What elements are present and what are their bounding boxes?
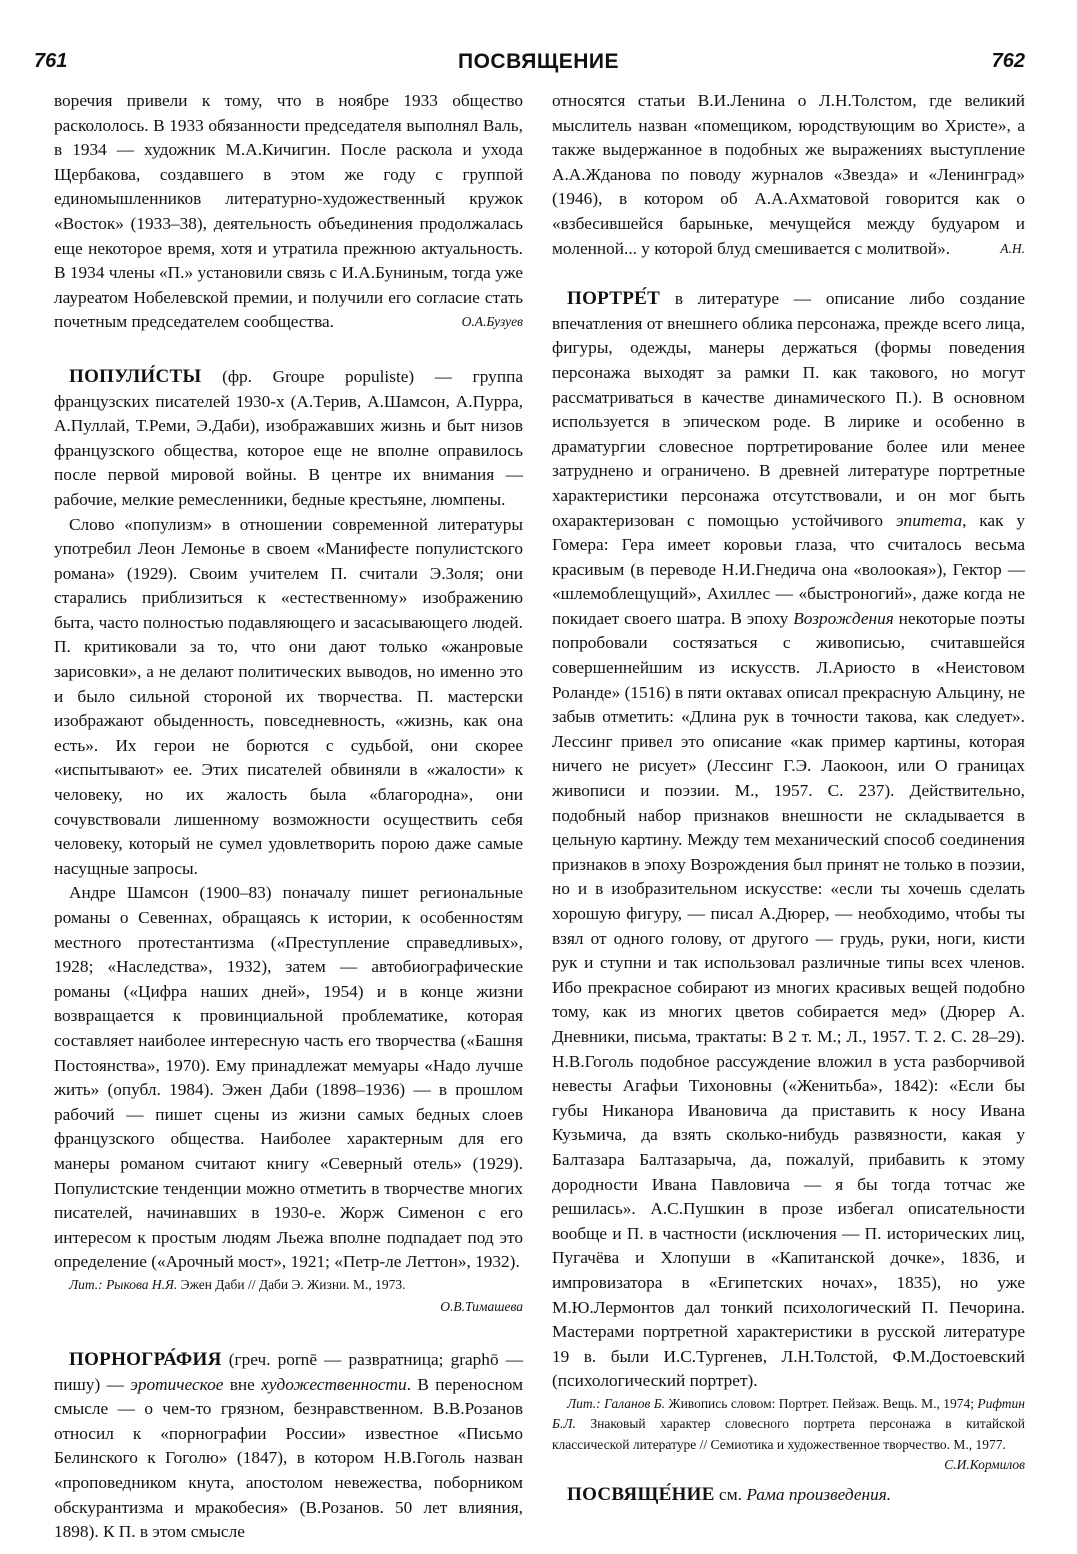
literature-text: Знаковый характер словесного портрета персонажа в китайской классической литературе // Семиотика и художественное творчество. М., 1977. bbox=[552, 1416, 1025, 1452]
cross-reference[interactable]: эпитета bbox=[895, 510, 963, 530]
see-label: см. bbox=[714, 1485, 747, 1505]
cross-reference[interactable]: эротическое bbox=[130, 1374, 224, 1394]
paragraph: Слово «популизм» в отношении современной литературы употребил Леон Лемонье в своем «Манифесте популистского романа» (1929). Своим учителем П. считали Э.Золя; они старались приблизиться к «естественному» изображению быта, часто полностью подавляющего и засасывающего людей. П. критиковали за то, что они дают только «жанровые зарисовки», а не делают политических выводов, но именно это и было сильной стороной их творчества. П. мастерски изображают обыденность, повседневность, «жизнь, как она есть». Их герои не борются с судьбой, они скорее «испытывают» ее. Этих писателей обвиняли в «жалости» к человеку, но их жалость была «благородна», они сочувствовали лишенному возможности осуществить себя человеку, который не сумел удовлетворить порою даже самые насущные запросы. bbox=[54, 514, 523, 878]
entry-pornography bbox=[54, 1348, 523, 1545]
paragraph-text: некоторые поэты попробовали состязаться с живописью, считавшейся совершеннейшим из искусств. Л.Ариосто в «Неистовом Роланде» (1516) в пяти октавах описал прекрасную Альцину, не забыв отметить: «Длина рук в точности такова, как следует». Лессинг привел это описание «как пример картины, которая ничего не рисует» (Лессинг Г.Э. Лаокоон, или О границах живописи и поэзии. М., 1957. С. 237). Действительно, подобный набор признаков внешности не складывается в цельную картину. Между тем механический способ соединения признаков в эпоху Возрождения был принят не только в поэзии, но и в изобразительном искусстве: «если ты хочешь сделать хорошую фигуру, — писал А.Дюрер, — необходимо, чтобы ты взял от одного голову, от другого — грудь, руки, ноги, кисти рук и ступни и так использовал различные типы всех членов. Ибо прекрасное собирают из многих красивых вещей подобно тому, как из многих цветов собирается мед» (Дюрер А. Дневники, письма, трактаты: В 2 т. М.; Л., 1957. Т. 2. С. 28–29). Н.В.Гоголь подобное рассуждение вложил в уста разборчивой невесты Агафьи Тихоновны («Женитьба», 1842): «Если бы губы Никанора Ивановича да приставить к носу Ивана Кузьмича, да взять сколько-нибудь развязности, какая у Балтазара Балтазарыча, да, пожалуй, прибавить к этому дородности Ивана Павловича — я бы тогда тотчас же решилась». А.С.Пушкин в прозе избегал описательности вообще и П. в частности (исключения — П. исторических лиц, Пугачёва и Хлопуши в «Капитанской дочке», 1836, и импровизатора в «Египетских ночах», 1835), но уже М.Ю.Лермонтов дал тонкий психологический П. Печорина. Мастерами портретной характеристики в русской литературе 19 в. были И.С.Тургенев, Л.Н.Толстой, Ф.М.Достоевский (психологический портрет). bbox=[552, 608, 1025, 1391]
literature-text: Эжен Даби // Даби Э. Жизни. М., 1973. bbox=[177, 1276, 406, 1292]
paragraph-text: воречия привели к тому, что в ноябре 1933 общество раскололось. В 1933 обязанности председателя выполнял Валь, в 1934 — художник М.А.Кичигин. После раскола и ухода Щербакова, создавшего в этом же году с группой единомышленников литературно-художественный кружок «Восток» (1933–38), деятельность объединения продолжалась еще некоторое время, хотя и утратила прежнюю актуальность. В 1934 члены «П.» установили связь с И.А.Буниным, тогда уже лауреатом Нобелевской премии, и получили его согласие стать почетным председателем сообщества. bbox=[54, 91, 523, 332]
literature-note bbox=[54, 1275, 523, 1296]
entry-headword: ПОСВЯЩЕ́НИЕ bbox=[567, 1484, 715, 1506]
literature-note bbox=[552, 1394, 1026, 1473]
paragraph-text: в литературе — описание либо создание впечатления от внешнего облика персонажа, прежде всего лица, фигуры, одежды, манеры держаться (формы поведения персонажа выходят за рамки П. как такового, но могут рассматриваться в качестве динамического П.). В основном используется в эпическом роде. В лирике и особенно в драматургии словесное портретирование более или менее затруднено и ограничено. В древней литературе портретные характеристики персонажа отсутствовали, и он мог быть охарактеризован с помощью устойчивого bbox=[552, 289, 1025, 530]
entry-portrait bbox=[552, 287, 1026, 1473]
paragraph-text: вне bbox=[223, 1374, 262, 1394]
page-number-left: 761 bbox=[34, 50, 68, 72]
paragraph-text: (фр. Groupe populiste) — группа французских писателей 1930-х (А.Терив, А.Шамсон, А.Пурра, А.Пуллай, Т.Реми, Э.Даби), изображавших жизнь и быт низов французского общества, которое еще не вполне оправилось после первой мировой войны. В центре их внимания — рабочие, мелкие ремесленники, бедные крестьяне, люмпены. bbox=[54, 366, 523, 509]
literature-label: Лит.: bbox=[567, 1395, 601, 1411]
entry-headword: ПОРНОГРА́ФИЯ bbox=[69, 1349, 222, 1370]
author-signature: А.Н. bbox=[1000, 240, 1025, 256]
paragraph: Андре Шамсон (1900–83) поначалу пишет региональные романы о Севеннах, обращаясь к истории, к особенностям местного протестантизма («Преступление справедливых», 1928; «Наследства», 1932), затем — автобиографические романы («Цифра наших дней», 1954) и в конце жизни возвращается к провинциальной проблематике, которая составляет наиболее интересную часть его творчества («Башня Постоянства», 1970). Ему принадлежат мемуары «Надо лучше жить» (опубл. 1984). Эжен Даби (1898–1936) — в прошлом рабочий — пишет сцены из жизни самых бедных слоев французского общества. Наиболее характерным для его манеры романом считают книгу «Северный отель» (1929). Популистские тенденции можно отметить в творчестве многих писателей, начинавших в 1930-е. Жорж Сименон с его интересом к простым людям Льежа вполне подпадает под это определение («Арочный мост», 1921; «Петр-ле Леттон», 1932). bbox=[54, 883, 523, 1272]
continued-paragraph bbox=[54, 89, 523, 335]
author-signature: О.В.Тимашева bbox=[440, 1299, 523, 1315]
continued-paragraph bbox=[552, 89, 1025, 261]
paragraph-text: . В переносном смысле — о чем-то грязном, безнравственном. В.В.Розанов относил к «порнографии России» известное «Письмо Белинского к Гоголю» (1847), в котором Н.В.Гоголь назван «проповедником кнута, апостолом невежества, поборником обскурантизма и мракобесия» (В.Розанов. 50 лет влияния, 1898). К П. в этом смысле bbox=[54, 1374, 524, 1542]
literature-author: Галанов Б. bbox=[604, 1395, 666, 1411]
literature-text: Живопись словом: Портрет. Пейзаж. Вещь. М., 1974; bbox=[665, 1395, 978, 1411]
entry-first-paragraph bbox=[552, 1483, 1025, 1508]
cross-reference[interactable]: Возрождения bbox=[793, 608, 894, 628]
entry-first-paragraph bbox=[552, 287, 1025, 1394]
cross-reference[interactable]: Рама произведения. bbox=[746, 1485, 892, 1505]
entry-headword: ПОРТРЕ́Т bbox=[567, 288, 661, 310]
paragraph-text: относятся статьи В.И.Ленина о Л.Н.Толстом, где великий мыслитель назван «помещиком, юродствующим во Христе», а также выдержанное в подобных же выражениях выступление А.А.Жданова по поводу журналов «Звезда» и «Ленинград» (1946), в котором об А.А.Ахматовой говорится как о «взбесившейся барыньке, мечущейся между будуаром и моленной... у которой блуд смешивается с молитвой». bbox=[552, 91, 1025, 258]
entry-first-paragraph bbox=[54, 1348, 523, 1545]
entry-first-paragraph bbox=[54, 365, 523, 513]
entry-headword: ПОПУЛИ́СТЫ bbox=[69, 365, 202, 387]
right-column bbox=[552, 89, 1025, 1508]
cross-reference[interactable]: художественности bbox=[261, 1374, 407, 1394]
running-head: ПОСВЯЩЕНИЕ bbox=[457, 50, 619, 73]
literature-label: Лит.: bbox=[69, 1276, 103, 1292]
literature-author: Рыкова Н.Я. bbox=[106, 1276, 178, 1292]
entry-dedication bbox=[552, 1483, 1025, 1508]
entry-populists bbox=[54, 365, 523, 1320]
page-number-right: 762 bbox=[991, 50, 1025, 72]
author-signature: С.И.Кормилов bbox=[944, 1457, 1025, 1473]
left-column bbox=[54, 89, 523, 1545]
paragraph-text: , как у Гомера: Гера имеет коровьи глаза, что считалось весьма красивым (в переводе Н.И.Гнедича она «волоокая»), Гектор — «шлемоблещущий», Ахиллес — «быстроногий», даже когда не покидает своего шатра. В эпоху bbox=[552, 510, 1025, 628]
literature-author: Рифтин Б.Л. bbox=[552, 1395, 1026, 1432]
page-header bbox=[0, 0, 1077, 86]
author-signature: О.А.Бузуев bbox=[461, 314, 523, 330]
paragraph-text: (греч. pornē — развратница; graphō — пишу) — bbox=[54, 1350, 523, 1394]
